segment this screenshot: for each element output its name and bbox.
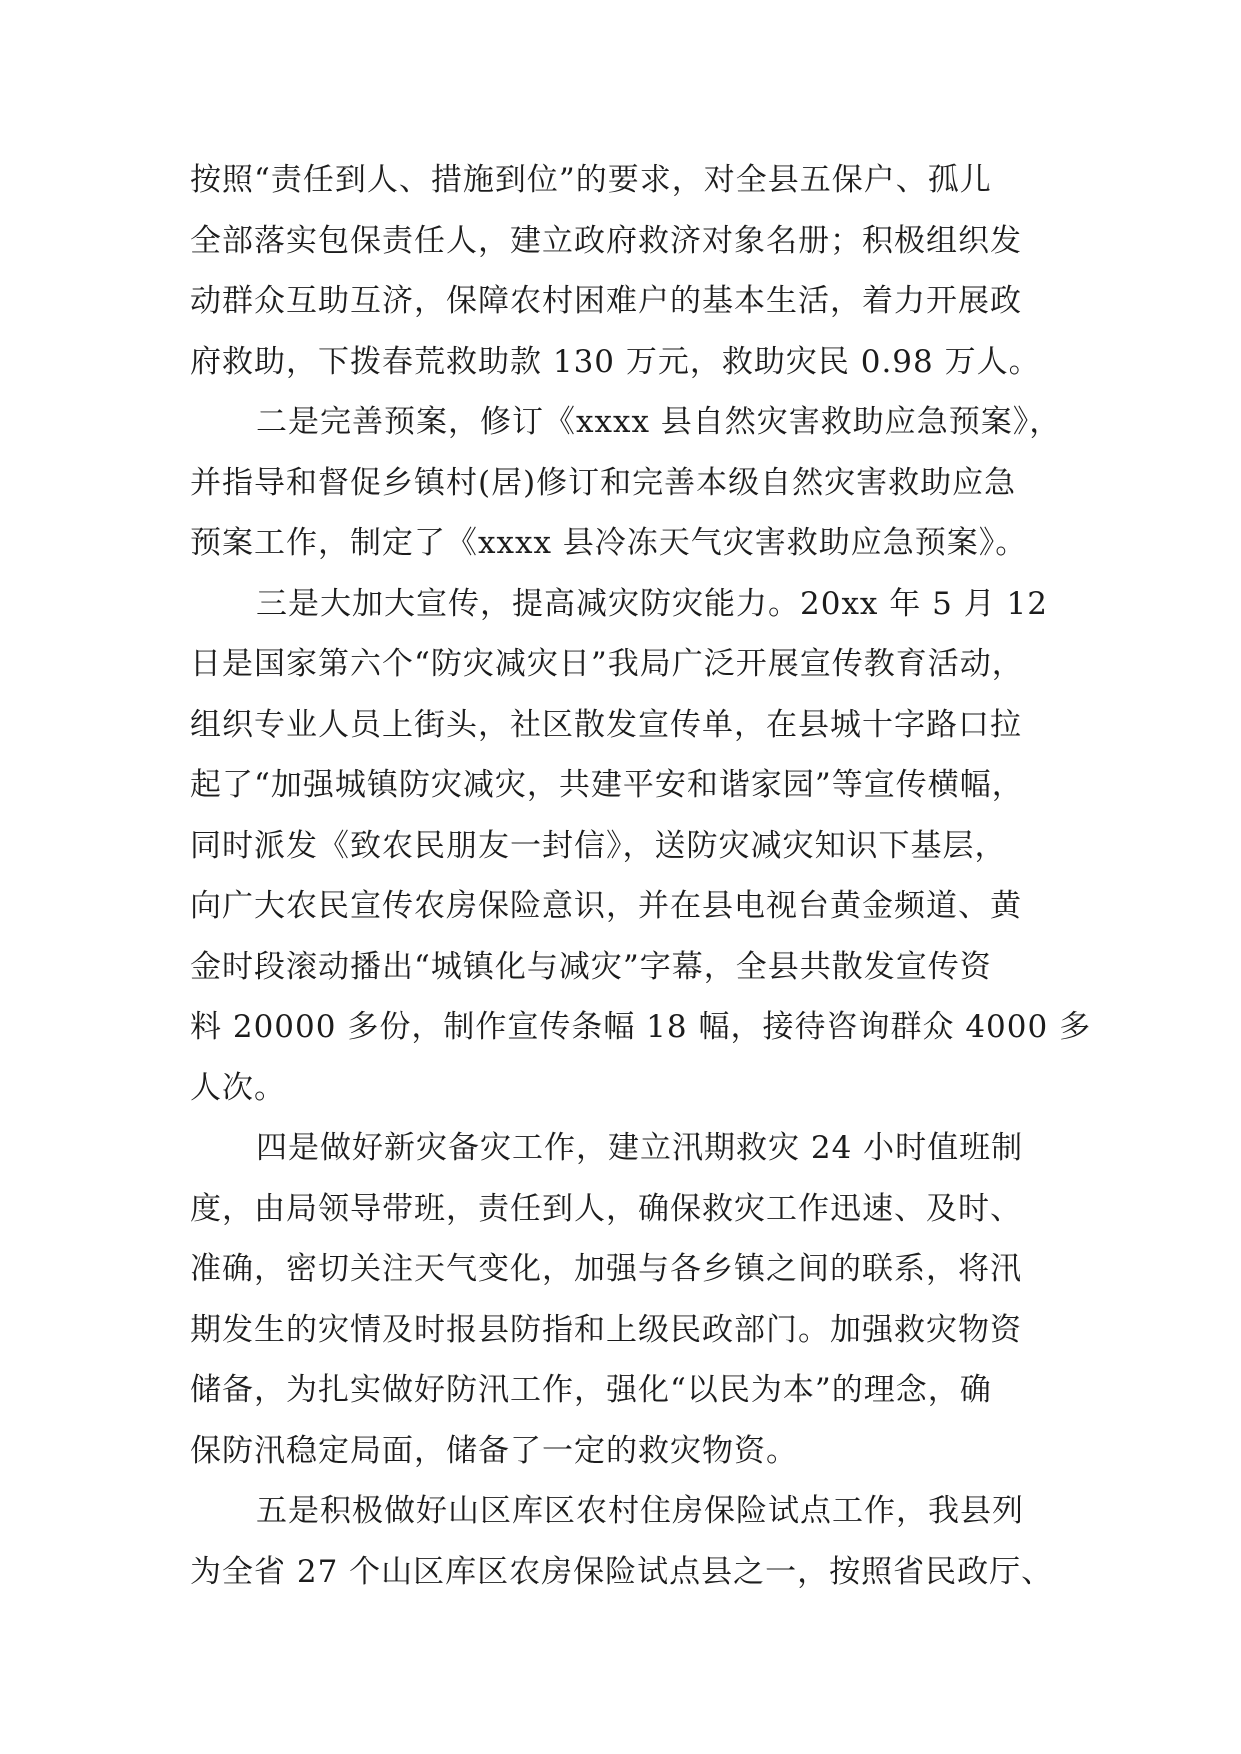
text-line: 为全省 27 个山区库区农房保险试点县之一，按照省民政厅、 bbox=[190, 1553, 1054, 1590]
document-body bbox=[190, 150, 1092, 1602]
text-line: 按照“责任到人、措施到位”的要求，对全县五保户、孤儿 bbox=[190, 162, 992, 198]
text-line: 起了“加强城镇防灾减灾，共建平安和谐家园”等宣传横幅， bbox=[190, 767, 1024, 803]
text-line: 府救助，下拨春荒救助款 130 万元，救助灾民 0.98 万人。 bbox=[190, 343, 1041, 380]
text-line: 组织专业人员上街头，社区散发宣传单，在县城十字路口拉 bbox=[190, 706, 1022, 743]
text-line: 并指导和督促乡镇村(居)修订和完善本级自然灾害救助应急 bbox=[190, 464, 1017, 501]
text-line: 二是完善预案，修订《xxxx 县自然灾害救助应急预案》， bbox=[256, 404, 1062, 440]
text-line: 向广大农民宣传农房保险意识，并在县电视台黄金频道、黄 bbox=[190, 888, 1022, 924]
text-line: 准确，密切关注天气变化，加强与各乡镇之间的联系，将汛 bbox=[190, 1251, 1022, 1287]
text-line: 四是做好新灾备灾工作，建立汛期救灾 24 小时值班制 bbox=[256, 1130, 1024, 1166]
text-line: 全部落实包保责任人，建立政府救济对象名册；积极组织发 bbox=[190, 222, 1022, 259]
text-line: 人次。 bbox=[190, 1069, 286, 1106]
text-line: 同时派发《致农民朋友一封信》，送防灾减灾知识下基层， bbox=[190, 827, 1007, 864]
text-line: 三是大加大宣传，提高减灾防灾能力。20xx 年 5 月 12 bbox=[256, 585, 1048, 622]
text-line: 保防汛稳定局面，储备了一定的救灾物资。 bbox=[190, 1432, 798, 1469]
text-line: 料 20000 多份，制作宣传条幅 18 幅，接待咨询群众 4000 多 bbox=[190, 1009, 1092, 1045]
text-line: 期发生的灾情及时报县防指和上级民政部门。加强救灾物资 bbox=[190, 1311, 1022, 1348]
text-line: 预案工作，制定了《xxxx 县冷冻天气灾害救助应急预案》。 bbox=[190, 525, 1028, 561]
text-line: 日是国家第六个“防灾减灾日”我局广泛开展宣传教育活动， bbox=[190, 646, 1024, 682]
text-line: 储备，为扎实做好防汛工作，强化“以民为本”的理念，确 bbox=[190, 1372, 992, 1408]
text-line: 度，由局领导带班，责任到人，确保救灾工作迅速、及时、 bbox=[190, 1190, 1022, 1227]
text-line: 动群众互助互济，保障农村困难户的基本生活，着力开展政 bbox=[190, 283, 1022, 319]
text-line: 五是积极做好山区库区农村住房保险试点工作，我县列 bbox=[256, 1493, 1024, 1529]
text-line: 金时段滚动播出“城镇化与减灾”字幕，全县共散发宣传资 bbox=[190, 948, 992, 985]
